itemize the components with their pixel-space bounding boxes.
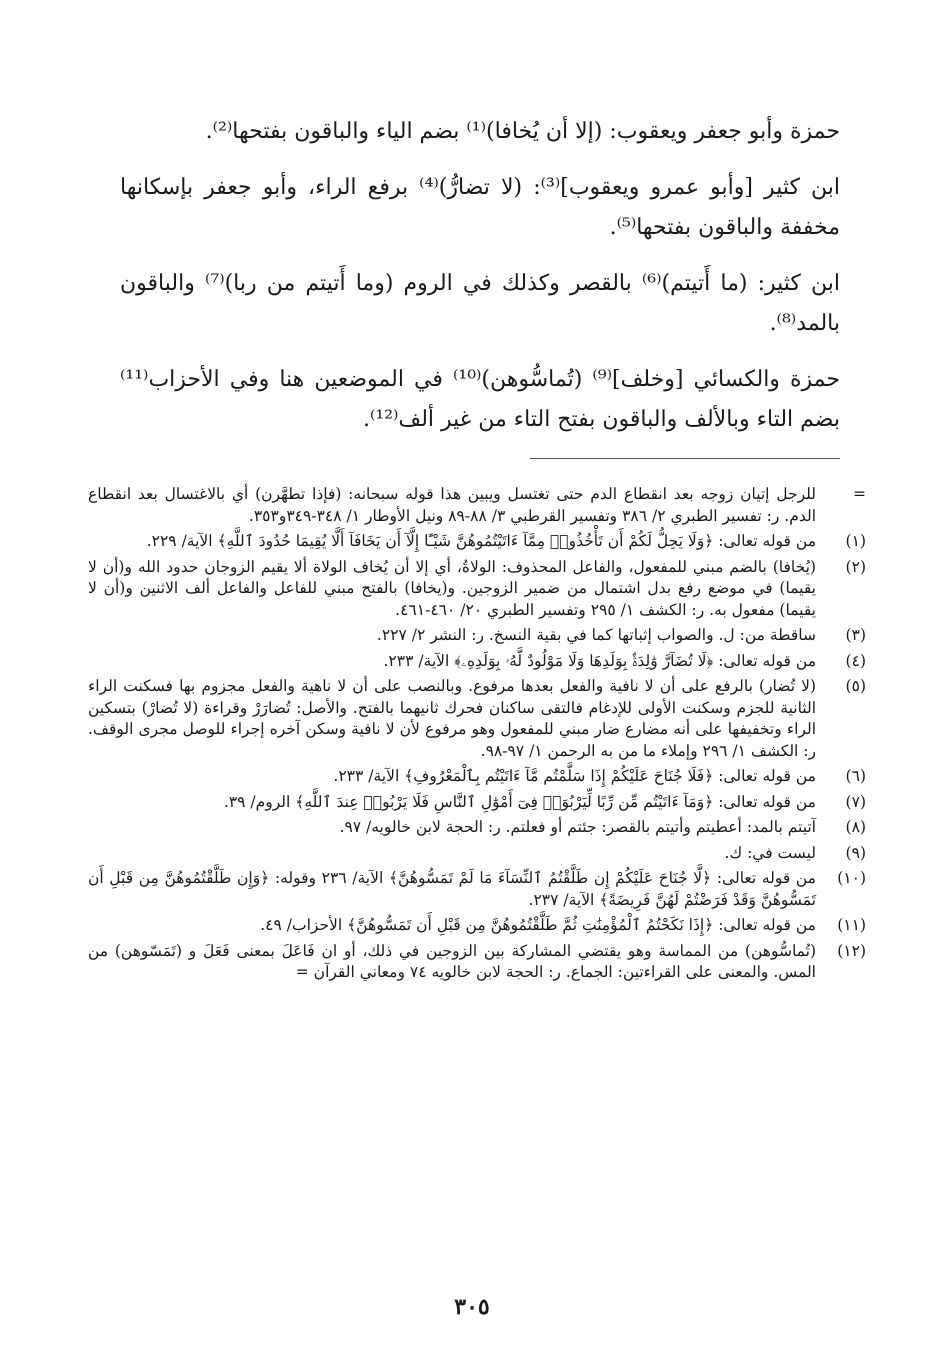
footnote-1 xyxy=(88,531,866,553)
footnote-7 xyxy=(88,792,866,814)
footnote-text: من قوله تعالى: ﴿لَا تُضَآرَّ وَٰلِدَةٌۢ بِوَلَدِهَا وَلَا مَوْلُودٌ لَّهُۥ بِوَلَدِهِۦ﴾ الآية/ ٢٣٣. xyxy=(383,651,816,670)
footnote-5 xyxy=(88,676,866,762)
footnote-number: (٧) xyxy=(845,792,866,811)
footnote-9 xyxy=(88,843,866,865)
page-number: ٣٠٥ xyxy=(454,1294,490,1320)
main-text xyxy=(120,112,840,456)
footnote-text: من قوله تعالى: ﴿فَلَا جُنَاحَ عَلَيْكُمْ إِذَا سَلَّمْتُم مَّآ ءَاتَيْتُم بِٱلْمَعْرُوفِ﴾ الآية/ ٢٣٣. xyxy=(333,767,816,785)
footnote-number: (٢) xyxy=(845,557,866,576)
footnote-number: (٣) xyxy=(845,626,866,644)
footnotes xyxy=(88,484,866,988)
footnote-text: للرجل إتيان زوجه بعد انقطاع الدم حتى تغتسل ويبين هذا قوله سبحانه: (فإذا تطهَّرن) أي بالاغتسال بعد انقطاع الدم. ر: تفسير الطبري ٢/ ٣٨٦ وتفسير القرطبي ٣/ ٨٨-٨٩ ونيل الأوطار ١/ ٣٤٨-٣٤٩و٣٥٣. xyxy=(88,485,816,525)
footnote-number: (٥) xyxy=(845,677,866,695)
footnote-text: ليست في: ك. xyxy=(724,843,816,862)
main-paragraph-4: حمزة والكسائي [وخلف]⁽⁹⁾ (تُماسُّوهن)⁽¹⁰⁾ في الموضعين هنا وفي الأحزاب⁽¹¹⁾ بضم التاء وبالألف والباقون بفتح التاء من غير ألف⁽¹²⁾. xyxy=(120,367,840,432)
footnote-text: (لا تُضار) بالرفع على أن لا نافية والفعل بعدها مرفوع. وبالنصب على أن لا ناهية والفعل مجزوم بها فسكنت الراء الثانية للجزم وسكنت الأولى للإدغام فالتقى ساكنان فحرك ثانيهما بالفتح. والأصل: تُضارَرْ وقراءة (لا تُضارْ) بتسكين الراء وتخفيفها على أنه مضارع ضار مبني للمفعول وهو مرفوع لأن لا نافية وسكن آخره إجراء للوصل مجرى الوقف. ر: الكشف ١/ ٢٩٦ وإملاء ما من به الرحمن ١/ ٩٧-٩٨. xyxy=(88,677,816,760)
footnote-number: (١١) xyxy=(837,916,866,934)
footnote-text: من قوله تعالى: ﴿إِذَا نَكَحْتُمُ ٱلْمُؤْمِنَٰتِ ثُمَّ طَلَّقْتُمُوهُنَّ مِن قَبْلِ أَن تَمَسُّوهُنَّ﴾ الأحزاب/ ٤٩. xyxy=(260,916,816,934)
footnote-number: (١٠) xyxy=(837,869,866,887)
footnote-3 xyxy=(88,625,866,647)
footnote-11 xyxy=(88,915,866,937)
footnote-number: = xyxy=(853,485,866,503)
footnote-text: من قوله تعالى: ﴿لَّا جُنَاحَ عَلَيْكُمْ إِن طَلَّقْتُمُ ٱلنِّسَآءَ مَا لَمْ تَمَسُّوهُنَّ﴾ الآية/ ٢٣٦ وقوله: ﴿وَإِن طَلَّقْتُمُوهُنَّ مِن قَبْلِ أَن تَمَسُّوهُنَّ وَقَدْ فَرَضْتُمْ لَهُنَّ فَرِيضَةً﴾ الآية/ ٢٣٧. xyxy=(88,869,816,909)
footnote-number: (٩) xyxy=(845,843,866,862)
footnote-6 xyxy=(88,766,866,788)
footnote-number: (١٢) xyxy=(837,941,866,960)
footnote-number: (٤) xyxy=(845,651,866,670)
footnote-8 xyxy=(88,817,866,839)
main-paragraph-1: حمزة وأبو جعفر ويعقوب: (إلا أن يُخافا)⁽¹⁾ بضم الياء والباقون بفتحها⁽²⁾. xyxy=(205,119,840,144)
footnote-number: (١) xyxy=(845,532,866,550)
footnote-text: (يُخافا) بالضم مبني للمفعول، والفاعل المحذوف: الولاةُ، أي إلا أن يُخاف الولاة ألا يقيم الزوجان حدود الله و(أن لا يقيما) في موضع رفع بدل اشتمال من ضمير الزوجين. و(يخافا) بالفتح مبني للفاعل والفاعل ألف الاثنين و(أن لا يقيما) مفعول به. ر: الكشف ١/ ٢٩٥ وتفسير الطبري ٢٠/ ٤٦٠-٤٦١. xyxy=(88,557,816,619)
footnote-text: من قوله تعالى: ﴿وَلَا يَحِلُّ لَكُمْ أَن تَأْخُذُوا۟ مِمَّآ ءَاتَيْتُمُوهُنَّ شَيْـًٔا إِلَّآ أَن يَخَافَآ أَلَّا يُقِيمَا حُدُودَ ٱللَّهِ﴾ الآية/ ٢٢٩. xyxy=(146,532,816,550)
footnote-2 xyxy=(88,557,866,622)
main-paragraph-2: ابن كثير [وأبو عمرو ويعقوب]⁽³⁾: (لا تضارُّ)⁽⁴⁾ برفع الراء، وأبو جعفر بإسكانها مخففة والباقون بفتحها⁽⁵⁾. xyxy=(120,175,841,240)
footnote-10 xyxy=(88,868,866,911)
footnote-number: (٦) xyxy=(845,767,866,785)
footnote-separator xyxy=(530,458,840,459)
main-paragraph-3: ابن كثير: (ما أَتيتم)⁽⁶⁾ بالقصر وكذلك في الروم (وما أَتيتم من ربا)⁽⁷⁾ والباقون بالمد⁽⁸⁾. xyxy=(120,271,840,336)
footnote-text: (تُماسُّوهن) من المماسة وهو يقتضي المشاركة بين الزوجين في ذلك، أو ان فَاعَلَ بمعنى فَعَلَ و (تَمَسّوهن) من المس. والمعنى على القراءتين: الجماع. ر: الحجة لابن خالويه ٧٤ ومعاني القرآن = xyxy=(88,941,816,981)
footnote-4 xyxy=(88,651,866,673)
footnote-number: (٨) xyxy=(845,818,866,836)
footnote-text: من قوله تعالى: ﴿وَمَآ ءَاتَيْتُم مِّن رِّبًا لِّيَرْبُوَا۟ فِىٓ أَمْوَٰلِ ٱلنَّاسِ فَلَا يَرْبُوا۟ عِندَ ٱللَّهِ﴾ الروم/ ٣٩. xyxy=(223,792,816,811)
footnote-text: آتيتم بالمد: أعطيتم وأتيتم بالقصر: جئتم أو فعلتم. ر: الحجة لابن خالويه/ ٩٧. xyxy=(339,818,816,836)
footnote-continuation xyxy=(88,484,866,527)
footnote-text: ساقطة من: ل. والصواب إثباتها كما في بقية النسخ. ر: النشر ٢/ ٢٢٧. xyxy=(376,626,816,644)
footnote-12 xyxy=(88,941,866,984)
